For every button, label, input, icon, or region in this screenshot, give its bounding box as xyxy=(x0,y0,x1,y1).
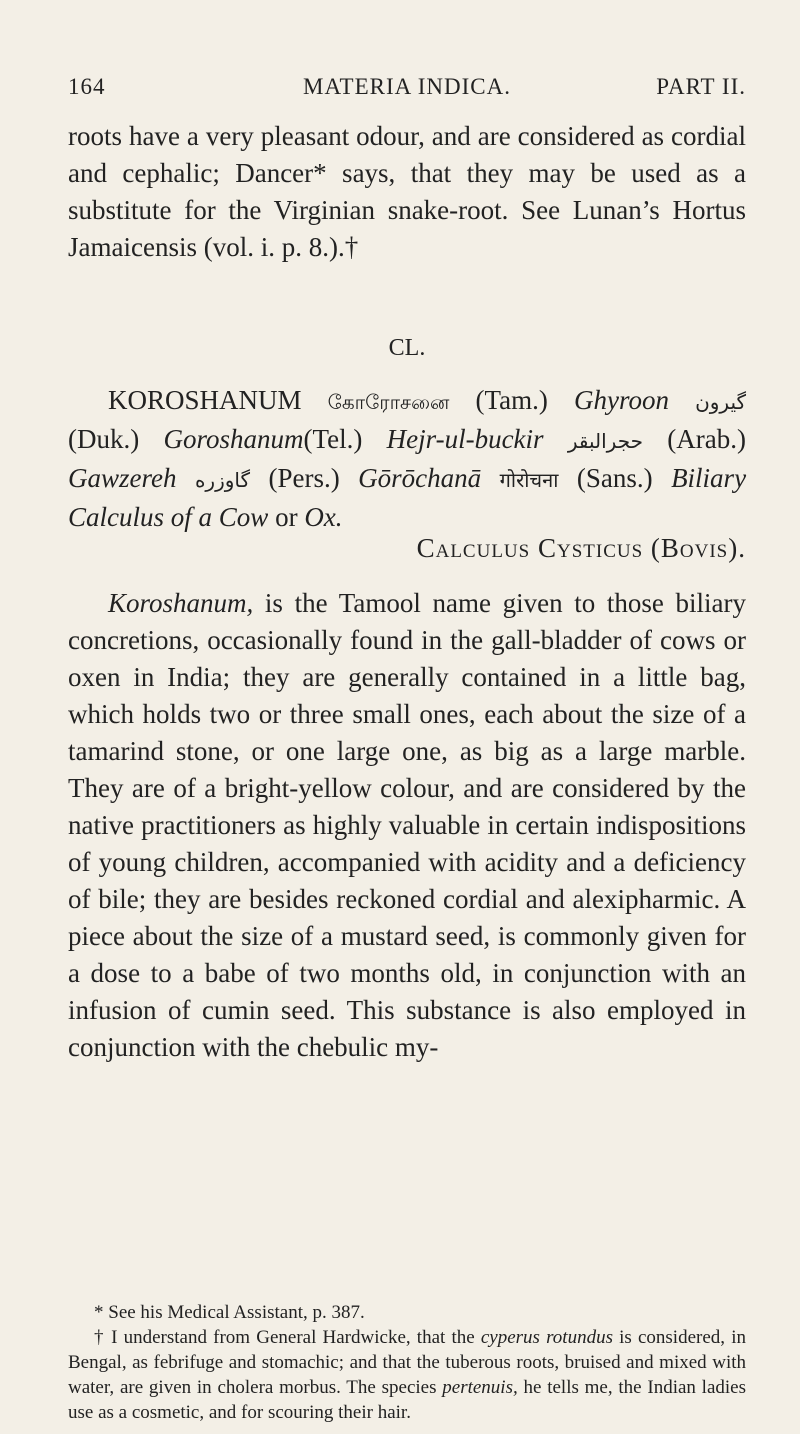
part-label: PART II. xyxy=(656,74,746,99)
section-names: KOROSHANUM கோரோசனை (Tam.) Ghyroon گیرون (Duk.) Goroshanum(Tel.) Hejr-ul-buckir حجرالبقر (Arab.) Gawzereh گاوزره (Pers.) Gōrōchanā गोरोचना (Sans.) Biliary Calculus of a Cow or Ox. xyxy=(68,385,747,532)
latin-name: Calculus Cysticus (Bovis). xyxy=(416,533,746,563)
footnotes xyxy=(68,1300,746,1425)
main-paragraph xyxy=(68,585,746,1066)
main-paragraph-text: is the Tamool name given to those biliary concretions, occasionally found in the gall-bladder of cows or oxen in India; they are generally contained in a little bag, which holds two or three small ones, each about the size of a tamarind stone, or one large one, as big as a large marble. They are of a bright-yellow colour, and are considered by the native practitioners as highly valuable in certain indispositions of young children, accompanied with acidity and a deficiency of bile; they are besides reckoned cordial and alexipharmic. A piece about the size of a mustard seed, is commonly given for a dose to a babe of two months old, in conjunction with an infusion of cumin seed. This substance is also employed in conjunction with the chebulic my- xyxy=(68,588,746,1062)
main-paragraph-lead: Koroshanum, xyxy=(108,588,254,618)
section-number: CL. xyxy=(388,335,426,361)
arabic-name: Hejr-ul-buckir xyxy=(386,424,544,454)
footnote-2: † I understand from General Hardwicke, that the cyperus rotundus is considered, in Bengal, as febrifuge and stomachic; and that the tuberous roots, bruised and mixed with water, are given in cholera morbus. The species pertenuis, he tells me, the Indian ladies use as a cosmetic, and for scouring their hair. xyxy=(68,1327,746,1423)
footnote-1: * See his Medical Assistant, p. 387. xyxy=(94,1302,365,1323)
english-name: Biliary Calculus xyxy=(68,463,747,532)
page-number: 164 xyxy=(68,74,106,99)
persian-name: Gawzereh xyxy=(68,463,177,493)
sanskrit-name: Gōrōchanā xyxy=(358,463,482,493)
top-paragraph-text: roots have a very pleasant odour, and are considered as cordial and cephalic; Dancer* says, that they may be used as a substitute for the Virginian snake-root. See Lunan’s Hortus Jamaicensis (vol. i. p. 8.).† xyxy=(68,121,746,262)
dukhani-name: Ghyroon xyxy=(573,385,669,415)
top-paragraph xyxy=(68,118,746,266)
tamil-name: கோரோசனை xyxy=(327,390,450,414)
section-title: KOROSHANUM xyxy=(108,385,302,415)
running-title: MATERIA INDICA. xyxy=(303,74,511,99)
running-header xyxy=(68,74,746,108)
telugu-name: Goroshanum xyxy=(163,424,304,454)
